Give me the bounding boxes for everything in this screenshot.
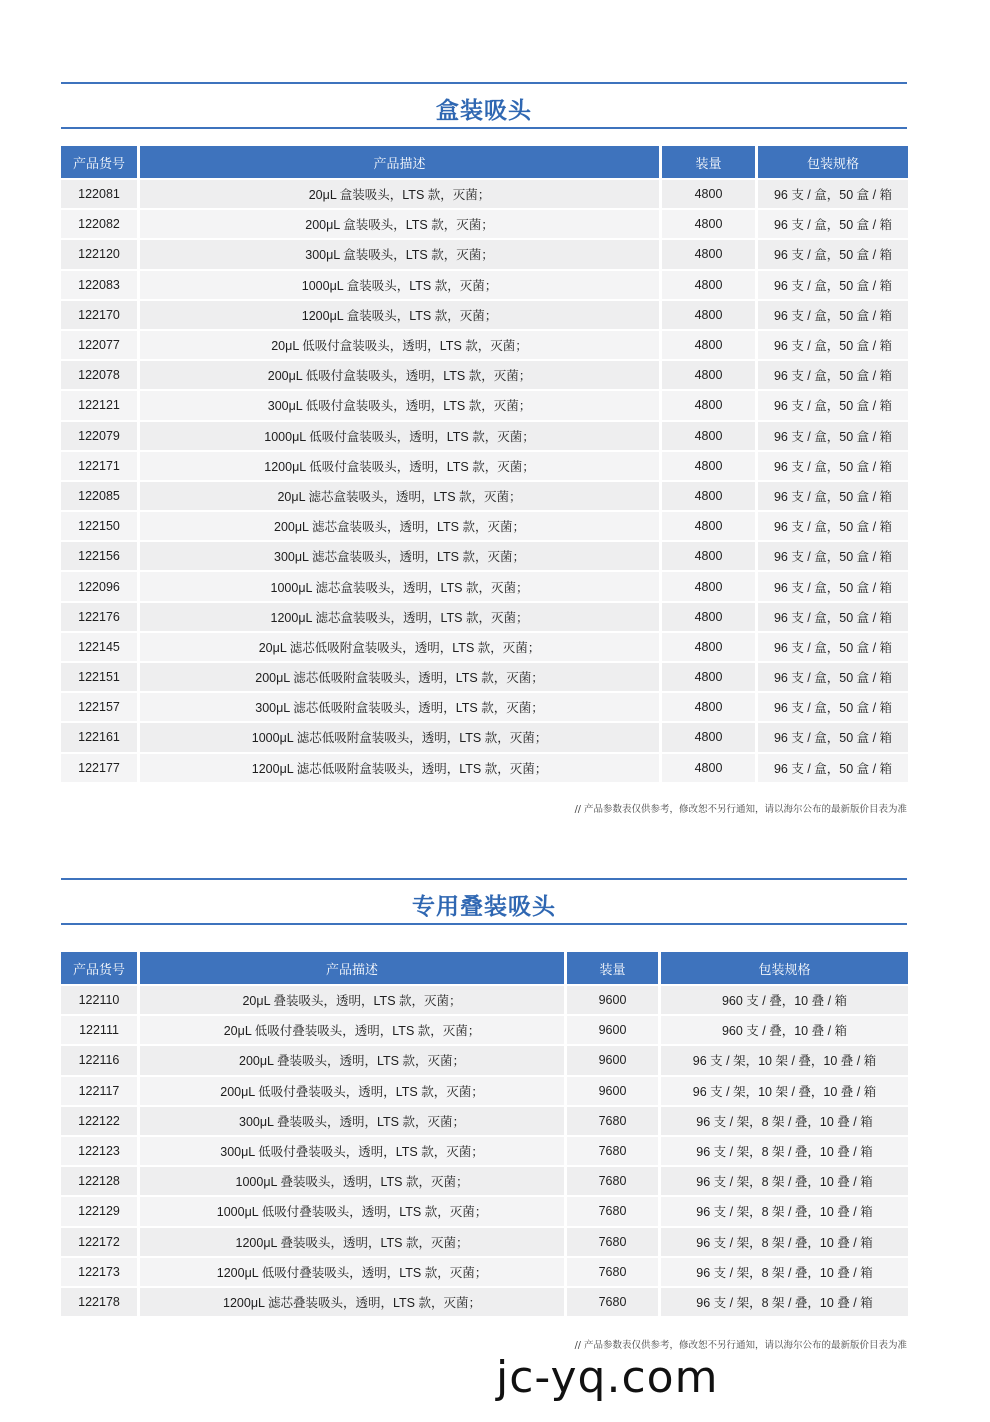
item-no-cell: 122123 xyxy=(61,1137,137,1165)
description-cell: 1200μL 盒装吸头，LTS 款，灭菌； xyxy=(140,301,659,329)
item-no-cell: 122156 xyxy=(61,542,137,570)
table-row xyxy=(61,572,908,600)
table-row xyxy=(61,180,908,208)
packaging-cell: 96 支 / 盒，50 盒 / 箱 xyxy=(758,301,908,329)
header-description: 产品描述 xyxy=(140,146,659,178)
packaging-cell: 96 支 / 盒，50 盒 / 箱 xyxy=(758,482,908,510)
packaging-cell: 96 支 / 盒，50 盒 / 箱 xyxy=(758,754,908,782)
header-quantity: 装量 xyxy=(662,146,755,178)
description-cell: 1200μL 低吸付叠装吸头，透明，LTS 款，灭菌； xyxy=(140,1258,564,1286)
section-boxed-tips xyxy=(61,82,907,822)
description-cell: 20μL 低吸付叠装吸头，透明，LTS 款，灭菌； xyxy=(140,1016,564,1044)
description-cell: 20μL 低吸付盒装吸头，透明，LTS 款，灭菌； xyxy=(140,331,659,359)
description-cell: 1200μL 低吸付盒装吸头，透明，LTS 款，灭菌； xyxy=(140,452,659,480)
quantity-cell: 7680 xyxy=(567,1258,658,1286)
table-row xyxy=(61,301,908,329)
table-row xyxy=(61,1016,908,1044)
packaging-cell: 96 支 / 架，10 架 / 叠，10 叠 / 箱 xyxy=(661,1077,908,1105)
packaging-cell: 96 支 / 盒，50 盒 / 箱 xyxy=(758,603,908,631)
description-cell: 1200μL 滤芯叠装吸头，透明，LTS 款，灭菌； xyxy=(140,1288,564,1316)
description-cell: 20μL 滤芯盒装吸头，透明，LTS 款，灭菌； xyxy=(140,482,659,510)
item-no-cell: 122178 xyxy=(61,1288,137,1316)
item-no-cell: 122129 xyxy=(61,1197,137,1225)
packaging-cell: 96 支 / 盒，50 盒 / 箱 xyxy=(758,693,908,721)
site-watermark: jc-yq.com xyxy=(496,1352,719,1403)
description-cell: 1000μL 滤芯低吸附盒装吸头，透明，LTS 款，灭菌； xyxy=(140,723,659,751)
packaging-cell: 96 支 / 架，8 架 / 叠，10 叠 / 箱 xyxy=(661,1258,908,1286)
packaging-cell: 960 支 / 叠，10 叠 / 箱 xyxy=(661,986,908,1014)
table-row xyxy=(61,482,908,510)
description-cell: 20μL 盒装吸头，LTS 款，灭菌； xyxy=(140,180,659,208)
item-no-cell: 122077 xyxy=(61,331,137,359)
item-no-cell: 122096 xyxy=(61,572,137,600)
item-no-cell: 122083 xyxy=(61,271,137,299)
quantity-cell: 4800 xyxy=(662,693,755,721)
packaging-cell: 96 支 / 盒，50 盒 / 箱 xyxy=(758,271,908,299)
item-no-cell: 122151 xyxy=(61,663,137,691)
quantity-cell: 4800 xyxy=(662,391,755,419)
quantity-cell: 4800 xyxy=(662,361,755,389)
item-no-cell: 122078 xyxy=(61,361,137,389)
table-header-row xyxy=(61,146,908,178)
table-row xyxy=(61,1197,908,1225)
description-cell: 1000μL 低吸付盒装吸头，透明，LTS 款，灭菌； xyxy=(140,422,659,450)
description-cell: 300μL 低吸付盒装吸头，透明，LTS 款，灭菌； xyxy=(140,391,659,419)
description-cell: 1200μL 滤芯盒装吸头，透明，LTS 款，灭菌； xyxy=(140,603,659,631)
packaging-cell: 96 支 / 盒，50 盒 / 箱 xyxy=(758,723,908,751)
packaging-cell: 96 支 / 盒，50 盒 / 箱 xyxy=(758,633,908,661)
quantity-cell: 7680 xyxy=(567,1137,658,1165)
packaging-cell: 96 支 / 架，10 架 / 叠，10 叠 / 箱 xyxy=(661,1046,908,1074)
description-cell: 300μL 低吸付叠装吸头，透明，LTS 款，灭菌； xyxy=(140,1137,564,1165)
quantity-cell: 4800 xyxy=(662,180,755,208)
table-row xyxy=(61,240,908,268)
packaging-cell: 96 支 / 盒，50 盒 / 箱 xyxy=(758,663,908,691)
table-row xyxy=(61,1167,908,1195)
item-no-cell: 122121 xyxy=(61,391,137,419)
quantity-cell: 4800 xyxy=(662,512,755,540)
quantity-cell: 4800 xyxy=(662,271,755,299)
item-no-cell: 122145 xyxy=(61,633,137,661)
packaging-cell: 96 支 / 盒，50 盒 / 箱 xyxy=(758,331,908,359)
header-item-no: 产品货号 xyxy=(61,146,137,178)
packaging-cell: 960 支 / 叠，10 叠 / 箱 xyxy=(661,1016,908,1044)
description-cell: 1000μL 盒装吸头，LTS 款，灭菌； xyxy=(140,271,659,299)
description-cell: 200μL 低吸付叠装吸头，透明，LTS 款，灭菌； xyxy=(140,1077,564,1105)
packaging-cell: 96 支 / 盒，50 盒 / 箱 xyxy=(758,542,908,570)
item-no-cell: 122172 xyxy=(61,1228,137,1256)
packaging-cell: 96 支 / 架，8 架 / 叠，10 叠 / 箱 xyxy=(661,1137,908,1165)
quantity-cell: 4800 xyxy=(662,452,755,480)
description-cell: 200μL 低吸付盒装吸头，透明，LTS 款，灭菌； xyxy=(140,361,659,389)
table-row xyxy=(61,210,908,238)
packaging-cell: 96 支 / 盒，50 盒 / 箱 xyxy=(758,391,908,419)
table-row xyxy=(61,1107,908,1135)
table-row xyxy=(61,1228,908,1256)
table-row xyxy=(61,1137,908,1165)
item-no-cell: 122122 xyxy=(61,1107,137,1135)
description-cell: 200μL 滤芯低吸附盒装吸头，透明，LTS 款，灭菌； xyxy=(140,663,659,691)
section-top-rule xyxy=(61,878,907,880)
table-header-row xyxy=(61,952,908,984)
quantity-cell: 7680 xyxy=(567,1107,658,1135)
packaging-cell: 96 支 / 盒，50 盒 / 箱 xyxy=(758,422,908,450)
table-row xyxy=(61,754,908,782)
quantity-cell: 7680 xyxy=(567,1167,658,1195)
description-cell: 300μL 滤芯盒装吸头，透明，LTS 款，灭菌； xyxy=(140,542,659,570)
packaging-cell: 96 支 / 盒，50 盒 / 箱 xyxy=(758,361,908,389)
table-row xyxy=(61,542,908,570)
boxed-tips-table xyxy=(58,144,911,784)
description-cell: 200μL 滤芯盒装吸头，透明，LTS 款，灭菌； xyxy=(140,512,659,540)
quantity-cell: 7680 xyxy=(567,1197,658,1225)
header-description: 产品描述 xyxy=(140,952,564,984)
packaging-cell: 96 支 / 架，8 架 / 叠，10 叠 / 箱 xyxy=(661,1107,908,1135)
item-no-cell: 122110 xyxy=(61,986,137,1014)
item-no-cell: 122173 xyxy=(61,1258,137,1286)
table-row xyxy=(61,271,908,299)
item-no-cell: 122177 xyxy=(61,754,137,782)
packaging-cell: 96 支 / 盒，50 盒 / 箱 xyxy=(758,452,908,480)
quantity-cell: 9600 xyxy=(567,1016,658,1044)
item-no-cell: 122176 xyxy=(61,603,137,631)
description-cell: 20μL 滤芯低吸附盒装吸头，透明，LTS 款，灭菌； xyxy=(140,633,659,661)
table-row xyxy=(61,361,908,389)
packaging-cell: 96 支 / 盒，50 盒 / 箱 xyxy=(758,180,908,208)
quantity-cell: 7680 xyxy=(567,1288,658,1316)
header-item-no: 产品货号 xyxy=(61,952,137,984)
quantity-cell: 4800 xyxy=(662,542,755,570)
description-cell: 1000μL 叠装吸头，透明，LTS 款，灭菌； xyxy=(140,1167,564,1195)
table-row xyxy=(61,723,908,751)
header-packaging: 包装规格 xyxy=(758,146,908,178)
quantity-cell: 4800 xyxy=(662,422,755,450)
packaging-cell: 96 支 / 盒，50 盒 / 箱 xyxy=(758,210,908,238)
quantity-cell: 4800 xyxy=(662,210,755,238)
table-row xyxy=(61,1046,908,1074)
quantity-cell: 4800 xyxy=(662,603,755,631)
item-no-cell: 122150 xyxy=(61,512,137,540)
item-no-cell: 122171 xyxy=(61,452,137,480)
item-no-cell: 122111 xyxy=(61,1016,137,1044)
description-cell: 200μL 盒装吸头，LTS 款，灭菌； xyxy=(140,210,659,238)
section-title: 盒装吸头 xyxy=(436,98,532,124)
description-cell: 1200μL 叠装吸头，透明，LTS 款，灭菌； xyxy=(140,1228,564,1256)
packaging-cell: 96 支 / 盒，50 盒 / 箱 xyxy=(758,240,908,268)
packaging-cell: 96 支 / 架，8 架 / 叠，10 叠 / 箱 xyxy=(661,1197,908,1225)
item-no-cell: 122116 xyxy=(61,1046,137,1074)
section-bottom-rule xyxy=(61,923,907,925)
quantity-cell: 4800 xyxy=(662,754,755,782)
description-cell: 1000μL 滤芯盒装吸头，透明，LTS 款，灭菌； xyxy=(140,572,659,600)
item-no-cell: 122082 xyxy=(61,210,137,238)
quantity-cell: 4800 xyxy=(662,723,755,751)
packaging-cell: 96 支 / 架，8 架 / 叠，10 叠 / 箱 xyxy=(661,1288,908,1316)
quantity-cell: 4800 xyxy=(662,301,755,329)
quantity-cell: 4800 xyxy=(662,482,755,510)
section-title: 专用叠装吸头 xyxy=(412,894,556,920)
section-stacked-tips xyxy=(61,878,907,1351)
description-cell: 300μL 盒装吸头，LTS 款，灭菌； xyxy=(140,240,659,268)
item-no-cell: 122170 xyxy=(61,301,137,329)
section-top-rule xyxy=(61,82,907,84)
quantity-cell: 9600 xyxy=(567,1046,658,1074)
description-cell: 1000μL 低吸付叠装吸头，透明，LTS 款，灭菌； xyxy=(140,1197,564,1225)
description-cell: 300μL 滤芯低吸附盒装吸头，透明，LTS 款，灭菌； xyxy=(140,693,659,721)
quantity-cell: 9600 xyxy=(567,986,658,1014)
table-row xyxy=(61,452,908,480)
stacked-tips-table xyxy=(58,950,911,1318)
disclaimer-note: // 产品参数表仅供参考，修改恕不另行通知，请以海尔公布的最新版价目表为准 xyxy=(574,804,907,815)
item-no-cell: 122117 xyxy=(61,1077,137,1105)
item-no-cell: 122161 xyxy=(61,723,137,751)
section-bottom-rule xyxy=(61,127,907,129)
item-no-cell: 122120 xyxy=(61,240,137,268)
table-row xyxy=(61,1077,908,1105)
table-row xyxy=(61,512,908,540)
description-cell: 300μL 叠装吸头，透明，LTS 款，灭菌； xyxy=(140,1107,564,1135)
quantity-cell: 4800 xyxy=(662,663,755,691)
quantity-cell: 4800 xyxy=(662,240,755,268)
description-cell: 200μL 叠装吸头，透明，LTS 款，灭菌； xyxy=(140,1046,564,1074)
item-no-cell: 122079 xyxy=(61,422,137,450)
table-row xyxy=(61,422,908,450)
table-row xyxy=(61,1258,908,1286)
table-row xyxy=(61,1288,908,1316)
header-quantity: 装量 xyxy=(567,952,658,984)
table-row xyxy=(61,986,908,1014)
packaging-cell: 96 支 / 架，8 架 / 叠，10 叠 / 箱 xyxy=(661,1228,908,1256)
table-row xyxy=(61,603,908,631)
quantity-cell: 7680 xyxy=(567,1228,658,1256)
table-row xyxy=(61,693,908,721)
table-row xyxy=(61,633,908,661)
packaging-cell: 96 支 / 盒，50 盒 / 箱 xyxy=(758,512,908,540)
table-row xyxy=(61,391,908,419)
item-no-cell: 122085 xyxy=(61,482,137,510)
item-no-cell: 122157 xyxy=(61,693,137,721)
header-packaging: 包装规格 xyxy=(661,952,908,984)
item-no-cell: 122081 xyxy=(61,180,137,208)
disclaimer-note: // 产品参数表仅供参考，修改恕不另行通知，请以海尔公布的最新版价目表为准 xyxy=(574,1340,907,1351)
description-cell: 1200μL 滤芯低吸附盒装吸头，透明，LTS 款，灭菌； xyxy=(140,754,659,782)
quantity-cell: 4800 xyxy=(662,572,755,600)
table-row xyxy=(61,663,908,691)
packaging-cell: 96 支 / 架，8 架 / 叠，10 叠 / 箱 xyxy=(661,1167,908,1195)
packaging-cell: 96 支 / 盒，50 盒 / 箱 xyxy=(758,572,908,600)
quantity-cell: 4800 xyxy=(662,331,755,359)
quantity-cell: 4800 xyxy=(662,633,755,661)
quantity-cell: 9600 xyxy=(567,1077,658,1105)
item-no-cell: 122128 xyxy=(61,1167,137,1195)
description-cell: 20μL 叠装吸头，透明，LTS 款，灭菌； xyxy=(140,986,564,1014)
table-row xyxy=(61,331,908,359)
